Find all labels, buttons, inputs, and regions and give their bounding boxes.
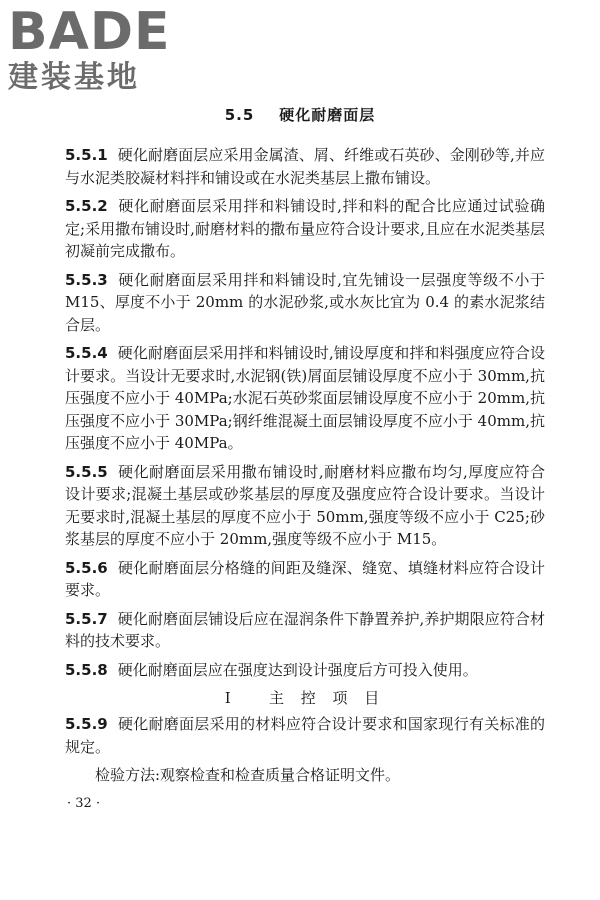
logo-subtitle: 建装基地: [8, 60, 140, 95]
clause-text: 硬化耐磨面层采用拌和料铺设时,铺设厚度和拌和料强度应符合设计要求。当设计无要求时,水泥钢(铁)屑面层铺设厚度不应小于 30mm,抗压强度不应小于 40MPa;水泥石英砂浆面层铺设厚度不应小于 20mm,抗压强度不应小于 30MPa;钢纤维混凝土面层铺设厚度不应小于 40mm,抗压强度不应小于 40MPa。: [65, 344, 545, 452]
subsection-title: 主 控 项 目: [268, 689, 386, 707]
subsection-numeral: Ⅰ: [224, 689, 237, 707]
clause-number: 5.5.8: [65, 660, 108, 679]
clause-number: 5.5.3: [65, 270, 108, 289]
bade-logo: [8, 4, 178, 96]
clause-text: 硬化耐磨面层采用拌和料铺设时,拌和料的配合比应通过试验确定;采用撒布铺设时,耐磨材料的撒布量应符合设计要求,且应在水泥类基层初凝前完成撒布。: [65, 197, 545, 260]
clause-5-5-3: [65, 269, 545, 337]
document-body: [65, 144, 545, 813]
section-number: 5.5: [224, 106, 255, 124]
clause-number: 5.5.9: [65, 715, 108, 733]
clause-number: 5.5.6: [65, 558, 108, 577]
clause-text: 硬化耐磨面层采用撒布铺设时,耐磨材料应撒布均匀,厚度应符合设计要求;混凝土基层或砂浆基层的厚度及强度应符合设计要求。当设计无要求时,混凝土基层的厚度不应小于 50mm,强度等级不应小于 C25;砂浆基层的厚度不应小于 20mm,强度等级不应小于 M15。: [65, 462, 545, 548]
clause-5-5-5: [65, 461, 545, 551]
page-number: · 32 ·: [67, 795, 101, 811]
inspection-method: 检验方法:观察检查和检查质量合格证明文件。: [95, 766, 401, 784]
clause-number: 5.5.4: [65, 344, 108, 362]
logo-brand-text: BADE: [8, 2, 171, 62]
clause-5-5-7: [65, 608, 545, 653]
section-title-text: 硬化耐磨面层: [279, 106, 376, 124]
clause-text: 硬化耐磨面层应在强度达到设计强度后方可投入使用。: [117, 660, 478, 679]
clause-5-5-4: [65, 342, 545, 455]
clause-number: 5.5.1: [65, 146, 108, 164]
clause-text: 硬化耐磨面层采用的材料应符合设计要求和国家现行有关标准的规定。: [65, 715, 545, 756]
section-title: [0, 104, 600, 125]
clause-5-5-1: [65, 144, 545, 189]
clause-text: 硬化耐磨面层采用拌和料铺设时,宜先铺设一层强度等级不小于 M15、厚度不小于 20mm 的水泥砂浆,或水灰比宜为 0.4 的素水泥浆结合层。: [65, 270, 545, 334]
clause-5-5-8: [65, 659, 545, 682]
clause-5-5-9: [65, 713, 545, 758]
clause-number: 5.5.2: [65, 197, 108, 215]
clause-number: 5.5.7: [65, 609, 108, 628]
clause-5-5-6: [65, 557, 545, 602]
clause-text: 硬化耐磨面层应采用金属渣、屑、纤维或石英砂、金刚砂等,并应与水泥类胶凝材料拌和铺设或在水泥类基层上撒布铺设。: [65, 146, 545, 187]
clause-number: 5.5.5: [65, 462, 108, 481]
clause-5-5-2: [65, 195, 545, 263]
clause-text: 硬化耐磨面层铺设后应在湿润条件下静置养护,养护期限应符合材料的技术要求。: [65, 609, 545, 650]
clause-text: 硬化耐磨面层分格缝的间距及缝深、缝宽、填缝材料应符合设计要求。: [65, 558, 545, 599]
subsection-heading: [65, 687, 545, 709]
